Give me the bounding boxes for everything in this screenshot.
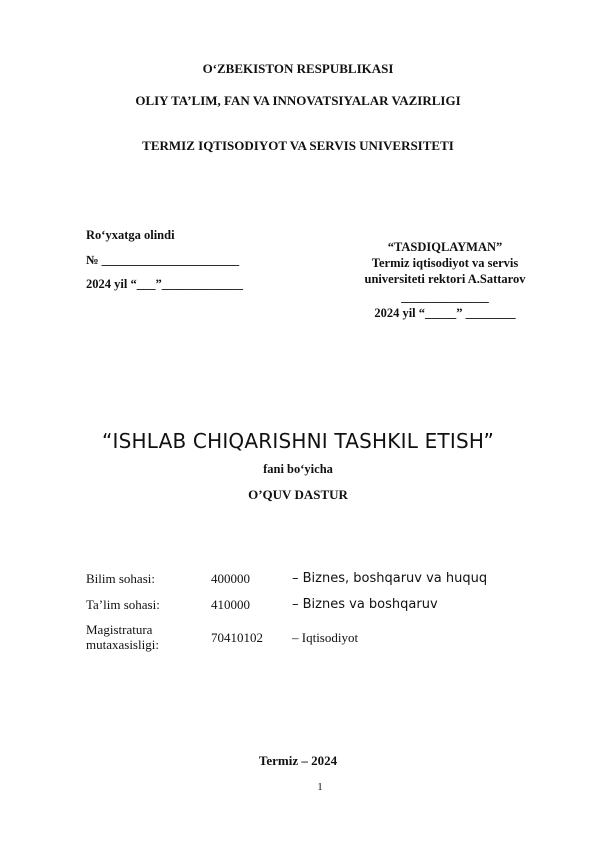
course-title: “ISHLAB CHIQARISHNI TASHKIL ETISH” xyxy=(101,429,495,453)
info-value: – Iqtisodiyot xyxy=(292,630,359,645)
info-value: – Biznes va boshqaruv xyxy=(292,597,438,612)
info-code: 70410102 xyxy=(211,630,263,645)
approval-line-1: Termiz iqtisodiyot va servis xyxy=(371,256,519,270)
place-year: Termiz – 2024 xyxy=(258,753,338,768)
registration-title: Ro‘yxatga olindi xyxy=(86,228,175,242)
country-heading: O‘ZBEKISTON RESPUBLIKASI xyxy=(202,61,394,76)
registration-number: № ______________________ xyxy=(86,253,240,267)
info-code: 400000 xyxy=(211,571,250,586)
approval-line-2: universiteti rektori A.Sattarov xyxy=(364,272,526,286)
course-subtitle: fani bo‘yicha xyxy=(263,462,333,476)
university-heading: TERMIZ IQTISODIYOT VA SERVIS UNIVERSITETI xyxy=(142,138,454,153)
info-label: Ta’lim sohasi: xyxy=(86,597,160,612)
document-type: O’QUV DASTUR xyxy=(248,487,348,502)
info-code: 410000 xyxy=(211,597,250,612)
approval-signature-line: ______________ xyxy=(401,290,489,304)
registration-date: 2024 yil “___”_____________ xyxy=(86,277,243,291)
approval-block xyxy=(330,239,560,321)
approval-date: 2024 yil “_____” ________ xyxy=(374,306,516,320)
page-number: 1 xyxy=(317,781,323,793)
approval-title: “TASDIQLAYMAN” xyxy=(387,240,503,254)
info-label-line-1: Magistratura xyxy=(86,622,153,637)
info-label: Bilim sohasi: xyxy=(86,571,155,586)
info-value: – Biznes, boshqaruv va huquq xyxy=(292,571,488,586)
info-label-line-2: mutaxasisligi: xyxy=(86,637,159,652)
ministry-heading: OLIY TA’LIM, FAN VA INNOVATSIYALAR VAZIRLIGI xyxy=(135,93,461,108)
